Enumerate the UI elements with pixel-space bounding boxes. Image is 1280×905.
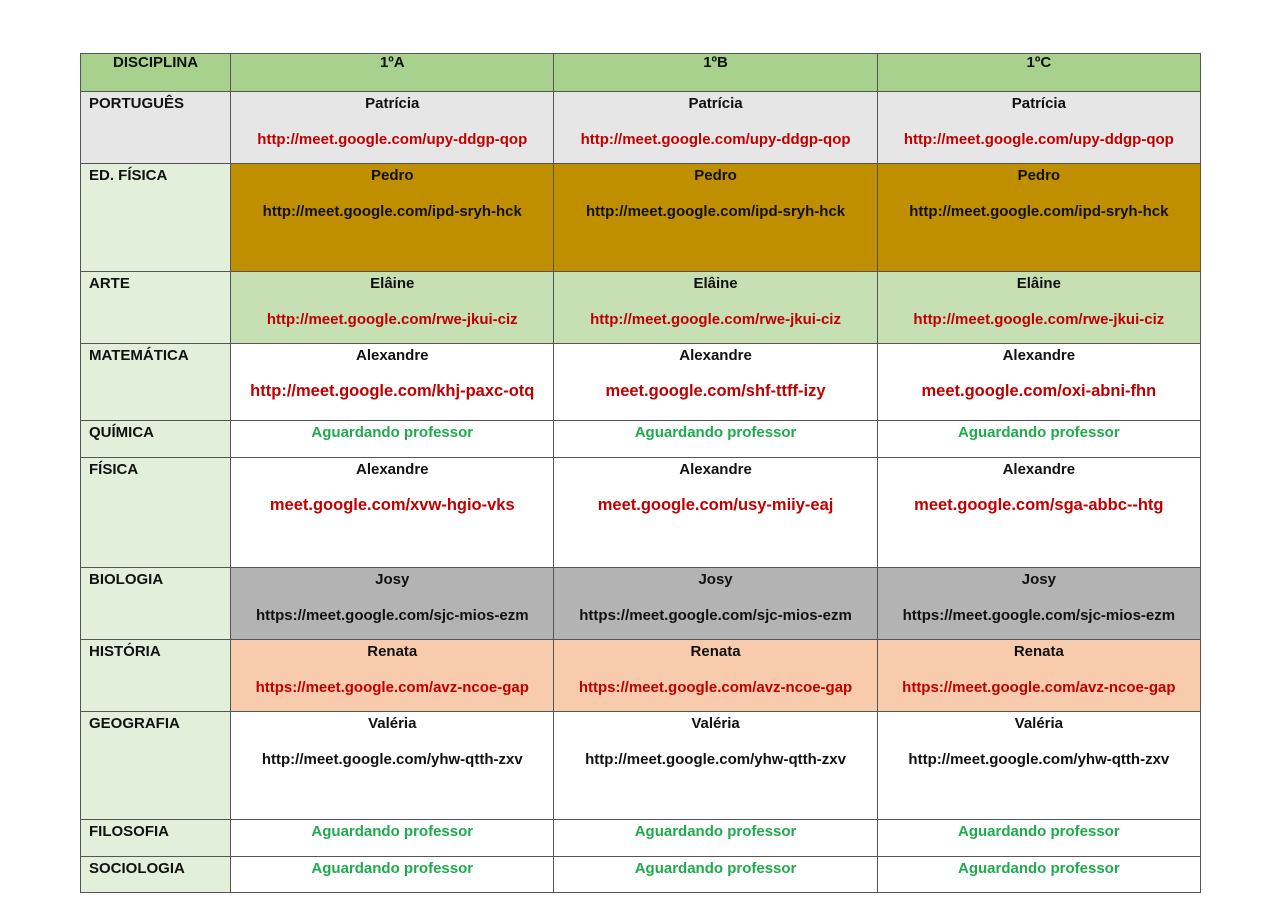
header-subject: DISCIPLINA	[81, 54, 231, 92]
status-waiting: Aguardando professor	[311, 860, 474, 877]
class-cell	[231, 820, 554, 857]
meet-link[interactable]: http://meet.google.com/yhw-qtth-zxv	[908, 751, 1170, 768]
class-cell	[877, 820, 1200, 857]
class-cell	[231, 421, 554, 458]
class-cell	[554, 820, 877, 857]
status-waiting: Aguardando professor	[958, 860, 1120, 877]
teacher-name: Renata	[367, 643, 418, 660]
meet-link[interactable]: http://meet.google.com/ipd-sryh-hck	[262, 203, 522, 220]
teacher-name: Elâine	[370, 275, 415, 292]
teacher-name: Renata	[690, 643, 741, 660]
meet-link[interactable]: http://meet.google.com/upy-ddgp-qop	[580, 131, 851, 148]
teacher-name: Valéria	[691, 715, 740, 732]
class-cell	[554, 857, 877, 893]
status-waiting: Aguardando professor	[311, 424, 474, 441]
subject-label: SOCIOLOGIA	[81, 857, 231, 893]
meet-link[interactable]: https://meet.google.com/avz-ncoe-gap	[578, 679, 853, 696]
meet-link[interactable]: http://meet.google.com/khj-paxc-otq	[250, 382, 535, 400]
class-cell	[877, 857, 1200, 893]
subject-label: ED. FÍSICA	[81, 164, 231, 272]
row-filosofia	[81, 820, 1201, 857]
class-cell	[554, 458, 877, 568]
teacher-name: Alexandre	[355, 347, 429, 364]
teacher-name: Josy	[1021, 571, 1056, 588]
meet-link[interactable]: https://meet.google.com/sjc-mios-ezm	[579, 607, 852, 624]
class-cell	[231, 344, 554, 421]
teacher-name: Renata	[1013, 643, 1064, 660]
meet-link[interactable]: https://meet.google.com/sjc-mios-ezm	[902, 607, 1176, 624]
meet-link[interactable]: https://meet.google.com/avz-ncoe-gap	[255, 679, 529, 696]
class-cell	[231, 712, 554, 820]
status-waiting: Aguardando professor	[634, 424, 797, 441]
class-cell	[877, 272, 1200, 344]
class-schedule-table	[80, 53, 1201, 893]
teacher-name: Patrícia	[688, 95, 743, 112]
row-historia	[81, 640, 1201, 712]
class-cell	[231, 458, 554, 568]
header-class-1a: 1ºA	[231, 54, 554, 92]
class-cell	[231, 164, 554, 272]
subject-label: FILOSOFIA	[81, 820, 231, 857]
class-cell	[231, 568, 554, 640]
class-cell	[877, 458, 1200, 568]
teacher-name: Alexandre	[679, 461, 752, 478]
meet-link[interactable]: http://meet.google.com/ipd-sryh-hck	[585, 203, 846, 220]
meet-link[interactable]: https://meet.google.com/sjc-mios-ezm	[255, 607, 529, 624]
class-cell	[877, 344, 1200, 421]
header-class-1b: 1ºB	[554, 54, 877, 92]
meet-link[interactable]: http://meet.google.com/upy-ddgp-qop	[257, 131, 528, 148]
class-cell	[554, 568, 877, 640]
class-cell	[554, 92, 877, 164]
teacher-name: Josy	[698, 571, 733, 588]
teacher-name: Elâine	[693, 275, 738, 292]
meet-link[interactable]: http://meet.google.com/upy-ddgp-qop	[903, 131, 1174, 148]
status-waiting: Aguardando professor	[634, 860, 797, 877]
class-cell	[554, 272, 877, 344]
class-cell	[231, 92, 554, 164]
row-matematica	[81, 344, 1201, 421]
class-cell	[877, 712, 1200, 820]
subject-label: ARTE	[81, 272, 231, 344]
teacher-name: Patrícia	[365, 95, 420, 112]
row-fisica	[81, 458, 1201, 568]
class-cell	[877, 640, 1200, 712]
teacher-name: Alexandre	[355, 461, 429, 478]
teacher-name: Valéria	[1014, 715, 1064, 732]
meet-link[interactable]: http://meet.google.com/ipd-sryh-hck	[909, 203, 1169, 220]
meet-link[interactable]: http://meet.google.com/yhw-qtth-zxv	[261, 751, 523, 768]
subject-label: MATEMÁTICA	[81, 344, 231, 421]
class-cell	[877, 421, 1200, 458]
row-portugues	[81, 92, 1201, 164]
meet-link[interactable]: meet.google.com/oxi-abni-fhn	[921, 382, 1157, 400]
teacher-name: Pedro	[371, 167, 414, 184]
row-quimica	[81, 421, 1201, 458]
class-cell	[231, 857, 554, 893]
subject-label: QUÍMICA	[81, 421, 231, 458]
meet-link[interactable]: http://meet.google.com/rwe-jkui-ciz	[590, 311, 841, 328]
subject-label: HISTÓRIA	[81, 640, 231, 712]
meet-link[interactable]: http://meet.google.com/rwe-jkui-ciz	[913, 311, 1165, 328]
meet-link[interactable]: meet.google.com/usy-miiy-eaj	[597, 496, 834, 514]
status-waiting: Aguardando professor	[958, 424, 1120, 441]
class-cell	[877, 164, 1200, 272]
row-geografia	[81, 712, 1201, 820]
teacher-name: Alexandre	[679, 347, 752, 364]
row-biologia	[81, 568, 1201, 640]
meet-link[interactable]: meet.google.com/sga-abbc--htg	[914, 496, 1164, 514]
teacher-name: Alexandre	[1002, 461, 1076, 478]
header-class-1c: 1ºC	[877, 54, 1200, 92]
class-cell	[554, 712, 877, 820]
status-waiting: Aguardando professor	[311, 823, 474, 840]
meet-link[interactable]: https://meet.google.com/avz-ncoe-gap	[902, 679, 1176, 696]
class-cell	[554, 640, 877, 712]
teacher-name: Pedro	[694, 167, 737, 184]
class-cell	[554, 344, 877, 421]
meet-link[interactable]: meet.google.com/xvw-hgio-vks	[269, 496, 515, 514]
row-arte	[81, 272, 1201, 344]
meet-link[interactable]: http://meet.google.com/rwe-jkui-ciz	[266, 311, 518, 328]
row-ed-fisica	[81, 164, 1201, 272]
status-waiting: Aguardando professor	[634, 823, 797, 840]
row-sociologia	[81, 857, 1201, 893]
teacher-name: Elâine	[1016, 275, 1061, 292]
meet-link[interactable]: http://meet.google.com/yhw-qtth-zxv	[585, 751, 846, 768]
subject-label: PORTUGUÊS	[81, 92, 231, 164]
subject-label: BIOLOGIA	[81, 568, 231, 640]
header-row	[81, 54, 1201, 92]
status-waiting: Aguardando professor	[958, 823, 1120, 840]
subject-label: GEOGRAFIA	[81, 712, 231, 820]
class-cell	[231, 272, 554, 344]
teacher-name: Valéria	[368, 715, 417, 732]
class-cell	[554, 421, 877, 458]
class-cell	[231, 640, 554, 712]
subject-label: FÍSICA	[81, 458, 231, 568]
teacher-name: Patrícia	[1011, 95, 1066, 112]
class-cell	[877, 92, 1200, 164]
teacher-name: Josy	[375, 571, 410, 588]
teacher-name: Alexandre	[1002, 347, 1076, 364]
teacher-name: Pedro	[1017, 167, 1061, 184]
class-cell	[877, 568, 1200, 640]
meet-link[interactable]: meet.google.com/shf-ttff-izy	[605, 382, 826, 400]
class-cell	[554, 164, 877, 272]
